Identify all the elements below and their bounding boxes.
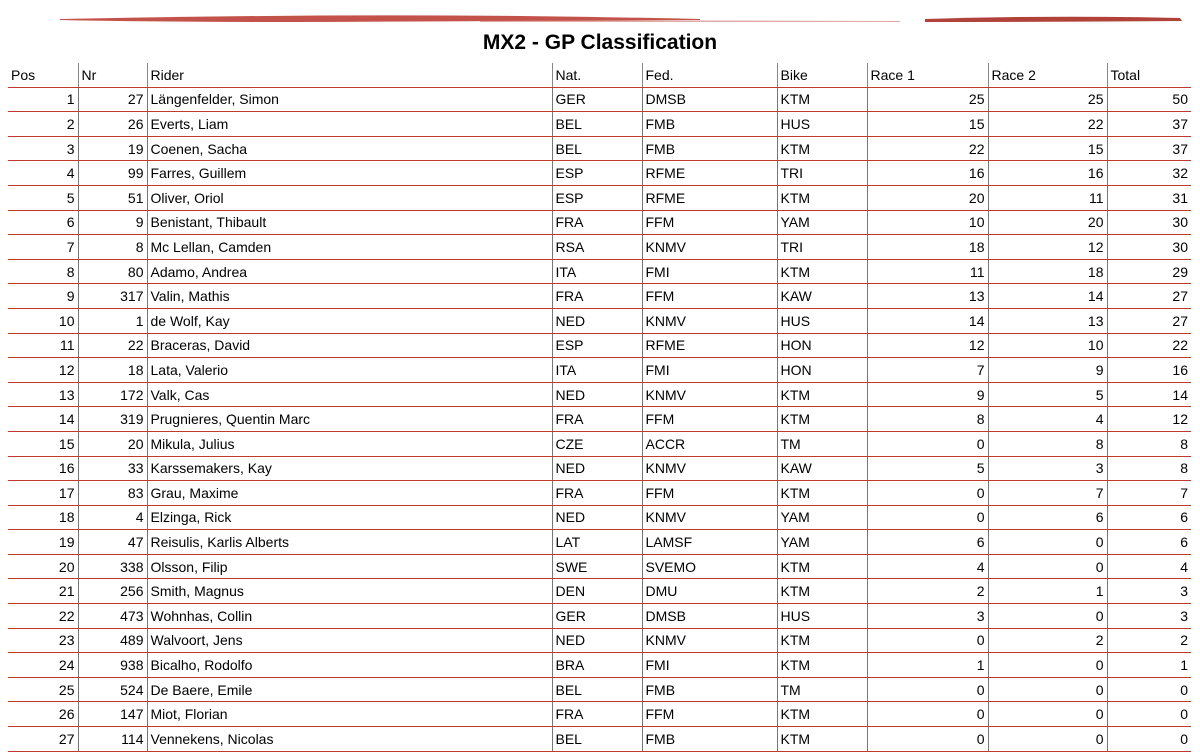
cell-bike: KTM xyxy=(777,185,867,210)
cell-nat: GER xyxy=(552,604,642,629)
cell-race1: 18 xyxy=(867,235,988,260)
cell-race2: 5 xyxy=(988,382,1107,407)
cell-nat: ESP xyxy=(552,185,642,210)
cell-race1: 0 xyxy=(867,481,988,506)
cell-pos: 20 xyxy=(8,554,78,579)
cell-race2: 4 xyxy=(988,407,1107,432)
cell-nr: 27 xyxy=(78,87,147,112)
cell-race2: 6 xyxy=(988,505,1107,530)
cell-rider: Wohnhas, Collin xyxy=(147,604,552,629)
cell-race2: 13 xyxy=(988,308,1107,333)
cell-race2: 7 xyxy=(988,481,1107,506)
cell-fed: ACCR xyxy=(642,431,777,456)
column-header-total: Total xyxy=(1107,63,1191,87)
cell-pos: 23 xyxy=(8,628,78,653)
cell-fed: FMB xyxy=(642,727,777,752)
cell-fed: KNMV xyxy=(642,308,777,333)
cell-race2: 12 xyxy=(988,235,1107,260)
cell-race2: 0 xyxy=(988,604,1107,629)
cell-race1: 9 xyxy=(867,382,988,407)
cell-pos: 1 xyxy=(8,87,78,112)
cell-nat: RSA xyxy=(552,235,642,260)
table-row xyxy=(8,161,1191,186)
cell-nr: 99 xyxy=(78,161,147,186)
cell-nr: 524 xyxy=(78,677,147,702)
cell-race1: 1 xyxy=(867,653,988,678)
cell-nat: FRA xyxy=(552,407,642,432)
cell-race2: 0 xyxy=(988,727,1107,752)
cell-bike: KAW xyxy=(777,456,867,481)
cell-rider: de Wolf, Kay xyxy=(147,308,552,333)
table-row xyxy=(8,382,1191,407)
cell-race2: 14 xyxy=(988,284,1107,309)
cell-total: 2 xyxy=(1107,628,1191,653)
cell-fed: DMU xyxy=(642,579,777,604)
cell-bike: KTM xyxy=(777,407,867,432)
cell-total: 4 xyxy=(1107,554,1191,579)
cell-pos: 8 xyxy=(8,259,78,284)
cell-rider: Smith, Magnus xyxy=(147,579,552,604)
cell-race2: 0 xyxy=(988,554,1107,579)
cell-total: 30 xyxy=(1107,210,1191,235)
cell-race1: 20 xyxy=(867,185,988,210)
cell-pos: 5 xyxy=(8,185,78,210)
cell-pos: 17 xyxy=(8,481,78,506)
cell-total: 29 xyxy=(1107,259,1191,284)
cell-fed: FFM xyxy=(642,210,777,235)
cell-race2: 16 xyxy=(988,161,1107,186)
cell-rider: Prugnieres, Quentin Marc xyxy=(147,407,552,432)
page-title: MX2 - GP Classification xyxy=(482,31,718,54)
cell-race1: 0 xyxy=(867,727,988,752)
cell-race1: 25 xyxy=(867,87,988,112)
table-row xyxy=(8,333,1191,358)
cell-bike: HON xyxy=(777,358,867,383)
cell-total: 32 xyxy=(1107,161,1191,186)
cell-bike: KTM xyxy=(777,136,867,161)
cell-fed: DMSB xyxy=(642,87,777,112)
cell-nr: 33 xyxy=(78,456,147,481)
cell-rider: Vennekens, Nicolas xyxy=(147,727,552,752)
cell-nr: 80 xyxy=(78,259,147,284)
cell-nat: NED xyxy=(552,308,642,333)
cell-race1: 8 xyxy=(867,407,988,432)
cell-nat: GER xyxy=(552,87,642,112)
cell-rider: Mc Lellan, Camden xyxy=(147,235,552,260)
table-row xyxy=(8,185,1191,210)
cell-fed: SVEMO xyxy=(642,554,777,579)
banner-stroke-right xyxy=(925,17,1182,22)
cell-pos: 2 xyxy=(8,112,78,137)
table-row xyxy=(8,727,1191,752)
cell-rider: Oliver, Oriol xyxy=(147,185,552,210)
cell-race1: 0 xyxy=(867,628,988,653)
cell-rider: Valk, Cas xyxy=(147,382,552,407)
cell-race2: 1 xyxy=(988,579,1107,604)
table-row xyxy=(8,554,1191,579)
cell-pos: 14 xyxy=(8,407,78,432)
cell-race1: 5 xyxy=(867,456,988,481)
cell-race2: 0 xyxy=(988,702,1107,727)
cell-total: 27 xyxy=(1107,284,1191,309)
cell-total: 14 xyxy=(1107,382,1191,407)
cell-bike: HUS xyxy=(777,604,867,629)
column-header-race2: Race 2 xyxy=(988,63,1107,87)
cell-race2: 11 xyxy=(988,185,1107,210)
cell-race2: 0 xyxy=(988,530,1107,555)
cell-nr: 317 xyxy=(78,284,147,309)
cell-total: 37 xyxy=(1107,112,1191,137)
cell-total: 12 xyxy=(1107,407,1191,432)
header-brush-banner xyxy=(0,8,1200,28)
cell-bike: KTM xyxy=(777,628,867,653)
cell-fed: FMI xyxy=(642,358,777,383)
cell-race1: 12 xyxy=(867,333,988,358)
cell-pos: 15 xyxy=(8,431,78,456)
cell-pos: 19 xyxy=(8,530,78,555)
cell-bike: HUS xyxy=(777,308,867,333)
cell-pos: 24 xyxy=(8,653,78,678)
cell-total: 8 xyxy=(1107,456,1191,481)
cell-rider: Braceras, David xyxy=(147,333,552,358)
cell-nat: FRA xyxy=(552,210,642,235)
cell-pos: 16 xyxy=(8,456,78,481)
column-header-nr: Nr xyxy=(78,63,147,87)
cell-nat: BEL xyxy=(552,136,642,161)
cell-rider: Adamo, Andrea xyxy=(147,259,552,284)
cell-race2: 25 xyxy=(988,87,1107,112)
cell-bike: KTM xyxy=(777,481,867,506)
table-header-row xyxy=(8,63,1191,87)
cell-bike: KTM xyxy=(777,653,867,678)
cell-rider: Lata, Valerio xyxy=(147,358,552,383)
cell-nat: ESP xyxy=(552,161,642,186)
cell-rider: Farres, Guillem xyxy=(147,161,552,186)
cell-bike: KTM xyxy=(777,554,867,579)
cell-race2: 18 xyxy=(988,259,1107,284)
cell-race1: 7 xyxy=(867,358,988,383)
cell-fed: LAMSF xyxy=(642,530,777,555)
cell-total: 22 xyxy=(1107,333,1191,358)
cell-nat: ITA xyxy=(552,358,642,383)
cell-rider: Everts, Liam xyxy=(147,112,552,137)
cell-nr: 938 xyxy=(78,653,147,678)
cell-fed: FMB xyxy=(642,677,777,702)
cell-nr: 83 xyxy=(78,481,147,506)
cell-rider: Olsson, Filip xyxy=(147,554,552,579)
cell-fed: RFME xyxy=(642,333,777,358)
cell-rider: Bicalho, Rodolfo xyxy=(147,653,552,678)
table-row xyxy=(8,308,1191,333)
cell-total: 6 xyxy=(1107,530,1191,555)
cell-pos: 26 xyxy=(8,702,78,727)
cell-race1: 16 xyxy=(867,161,988,186)
cell-nat: FRA xyxy=(552,481,642,506)
cell-pos: 7 xyxy=(8,235,78,260)
table-row xyxy=(8,579,1191,604)
cell-fed: RFME xyxy=(642,161,777,186)
cell-bike: TRI xyxy=(777,161,867,186)
cell-nr: 473 xyxy=(78,604,147,629)
cell-total: 50 xyxy=(1107,87,1191,112)
cell-total: 3 xyxy=(1107,579,1191,604)
table-row xyxy=(8,628,1191,653)
cell-total: 3 xyxy=(1107,604,1191,629)
cell-total: 7 xyxy=(1107,481,1191,506)
cell-rider: De Baere, Emile xyxy=(147,677,552,702)
cell-fed: FMB xyxy=(642,112,777,137)
cell-total: 16 xyxy=(1107,358,1191,383)
cell-pos: 3 xyxy=(8,136,78,161)
cell-bike: HUS xyxy=(777,112,867,137)
cell-bike: TM xyxy=(777,677,867,702)
cell-fed: FFM xyxy=(642,407,777,432)
cell-race1: 3 xyxy=(867,604,988,629)
cell-bike: KAW xyxy=(777,284,867,309)
cell-nat: ESP xyxy=(552,333,642,358)
cell-total: 0 xyxy=(1107,727,1191,752)
cell-fed: FFM xyxy=(642,702,777,727)
cell-race2: 10 xyxy=(988,333,1107,358)
table-row xyxy=(8,677,1191,702)
cell-fed: KNMV xyxy=(642,382,777,407)
cell-pos: 12 xyxy=(8,358,78,383)
table-row xyxy=(8,136,1191,161)
cell-race2: 0 xyxy=(988,653,1107,678)
cell-bike: KTM xyxy=(777,382,867,407)
column-header-nat: Nat. xyxy=(552,63,642,87)
cell-nr: 114 xyxy=(78,727,147,752)
cell-fed: FMI xyxy=(642,259,777,284)
cell-fed: KNMV xyxy=(642,505,777,530)
cell-fed: KNMV xyxy=(642,456,777,481)
table-row xyxy=(8,87,1191,112)
cell-race2: 2 xyxy=(988,628,1107,653)
cell-rider: Benistant, Thibault xyxy=(147,210,552,235)
cell-rider: Walvoort, Jens xyxy=(147,628,552,653)
cell-nat: SWE xyxy=(552,554,642,579)
cell-rider: Coenen, Sacha xyxy=(147,136,552,161)
cell-fed: DMSB xyxy=(642,604,777,629)
banner-stroke-mid xyxy=(480,20,900,22)
cell-nat: NED xyxy=(552,505,642,530)
cell-rider: Reisulis, Karlis Alberts xyxy=(147,530,552,555)
cell-fed: FFM xyxy=(642,481,777,506)
cell-rider: Grau, Maxime xyxy=(147,481,552,506)
table-row xyxy=(8,259,1191,284)
cell-nat: FRA xyxy=(552,702,642,727)
cell-pos: 22 xyxy=(8,604,78,629)
cell-race2: 22 xyxy=(988,112,1107,137)
cell-nat: BEL xyxy=(552,112,642,137)
cell-total: 6 xyxy=(1107,505,1191,530)
cell-rider: Miot, Florian xyxy=(147,702,552,727)
cell-race1: 22 xyxy=(867,136,988,161)
cell-bike: TM xyxy=(777,431,867,456)
table-row xyxy=(8,210,1191,235)
cell-pos: 10 xyxy=(8,308,78,333)
cell-race1: 0 xyxy=(867,677,988,702)
cell-total: 37 xyxy=(1107,136,1191,161)
cell-total: 1 xyxy=(1107,653,1191,678)
cell-fed: FMB xyxy=(642,136,777,161)
table-row xyxy=(8,530,1191,555)
cell-pos: 13 xyxy=(8,382,78,407)
column-header-race1: Race 1 xyxy=(867,63,988,87)
column-header-pos: Pos xyxy=(8,63,78,87)
cell-nr: 47 xyxy=(78,530,147,555)
cell-race2: 20 xyxy=(988,210,1107,235)
cell-race1: 4 xyxy=(867,554,988,579)
cell-bike: YAM xyxy=(777,210,867,235)
table-row xyxy=(8,235,1191,260)
cell-fed: KNMV xyxy=(642,628,777,653)
cell-nr: 338 xyxy=(78,554,147,579)
cell-race1: 15 xyxy=(867,112,988,137)
cell-bike: KTM xyxy=(777,727,867,752)
cell-fed: FMI xyxy=(642,653,777,678)
table-row xyxy=(8,481,1191,506)
table-row xyxy=(8,284,1191,309)
cell-nat: DEN xyxy=(552,579,642,604)
cell-race2: 8 xyxy=(988,431,1107,456)
cell-nat: BEL xyxy=(552,677,642,702)
cell-nr: 319 xyxy=(78,407,147,432)
table-row xyxy=(8,112,1191,137)
cell-nat: NED xyxy=(552,628,642,653)
cell-total: 30 xyxy=(1107,235,1191,260)
cell-total: 0 xyxy=(1107,702,1191,727)
cell-nr: 26 xyxy=(78,112,147,137)
column-header-fed: Fed. xyxy=(642,63,777,87)
cell-nr: 9 xyxy=(78,210,147,235)
cell-rider: Valin, Mathis xyxy=(147,284,552,309)
cell-nr: 1 xyxy=(78,308,147,333)
cell-pos: 25 xyxy=(8,677,78,702)
cell-nr: 147 xyxy=(78,702,147,727)
cell-rider: Mikula, Julius xyxy=(147,431,552,456)
cell-bike: TRI xyxy=(777,235,867,260)
cell-race2: 15 xyxy=(988,136,1107,161)
table-row xyxy=(8,456,1191,481)
table-row xyxy=(8,604,1191,629)
cell-race2: 0 xyxy=(988,677,1107,702)
cell-rider: Längenfelder, Simon xyxy=(147,87,552,112)
cell-race1: 6 xyxy=(867,530,988,555)
cell-nr: 20 xyxy=(78,431,147,456)
cell-bike: KTM xyxy=(777,702,867,727)
cell-fed: RFME xyxy=(642,185,777,210)
cell-nr: 22 xyxy=(78,333,147,358)
cell-race1: 0 xyxy=(867,505,988,530)
cell-nr: 18 xyxy=(78,358,147,383)
cell-total: 8 xyxy=(1107,431,1191,456)
cell-nr: 19 xyxy=(78,136,147,161)
cell-pos: 4 xyxy=(8,161,78,186)
classification-table xyxy=(8,63,1191,752)
table-row xyxy=(8,358,1191,383)
cell-nr: 4 xyxy=(78,505,147,530)
cell-fed: FFM xyxy=(642,284,777,309)
cell-pos: 21 xyxy=(8,579,78,604)
cell-race1: 13 xyxy=(867,284,988,309)
cell-total: 31 xyxy=(1107,185,1191,210)
cell-nr: 256 xyxy=(78,579,147,604)
cell-pos: 9 xyxy=(8,284,78,309)
cell-race2: 3 xyxy=(988,456,1107,481)
cell-pos: 27 xyxy=(8,727,78,752)
cell-nat: LAT xyxy=(552,530,642,555)
cell-nat: FRA xyxy=(552,284,642,309)
table-row xyxy=(8,702,1191,727)
cell-race1: 2 xyxy=(867,579,988,604)
table-row xyxy=(8,653,1191,678)
cell-nat: BRA xyxy=(552,653,642,678)
cell-race1: 0 xyxy=(867,702,988,727)
cell-bike: YAM xyxy=(777,530,867,555)
cell-race1: 14 xyxy=(867,308,988,333)
cell-nat: CZE xyxy=(552,431,642,456)
cell-nr: 51 xyxy=(78,185,147,210)
cell-nat: ITA xyxy=(552,259,642,284)
cell-race2: 9 xyxy=(988,358,1107,383)
table-row xyxy=(8,431,1191,456)
cell-bike: HON xyxy=(777,333,867,358)
cell-nr: 489 xyxy=(78,628,147,653)
cell-nat: NED xyxy=(552,456,642,481)
cell-total: 0 xyxy=(1107,677,1191,702)
cell-bike: KTM xyxy=(777,579,867,604)
cell-pos: 6 xyxy=(8,210,78,235)
table-row xyxy=(8,505,1191,530)
cell-nr: 8 xyxy=(78,235,147,260)
cell-nat: NED xyxy=(552,382,642,407)
cell-pos: 11 xyxy=(8,333,78,358)
cell-bike: KTM xyxy=(777,259,867,284)
cell-race1: 0 xyxy=(867,431,988,456)
cell-race1: 11 xyxy=(867,259,988,284)
table-row xyxy=(8,407,1191,432)
cell-rider: Elzinga, Rick xyxy=(147,505,552,530)
column-header-rider: Rider xyxy=(147,63,552,87)
cell-rider: Karssemakers, Kay xyxy=(147,456,552,481)
cell-nr: 172 xyxy=(78,382,147,407)
cell-pos: 18 xyxy=(8,505,78,530)
cell-bike: KTM xyxy=(777,87,867,112)
cell-fed: KNMV xyxy=(642,235,777,260)
column-header-bike: Bike xyxy=(777,63,867,87)
cell-nat: BEL xyxy=(552,727,642,752)
cell-bike: YAM xyxy=(777,505,867,530)
cell-race1: 10 xyxy=(867,210,988,235)
cell-total: 27 xyxy=(1107,308,1191,333)
